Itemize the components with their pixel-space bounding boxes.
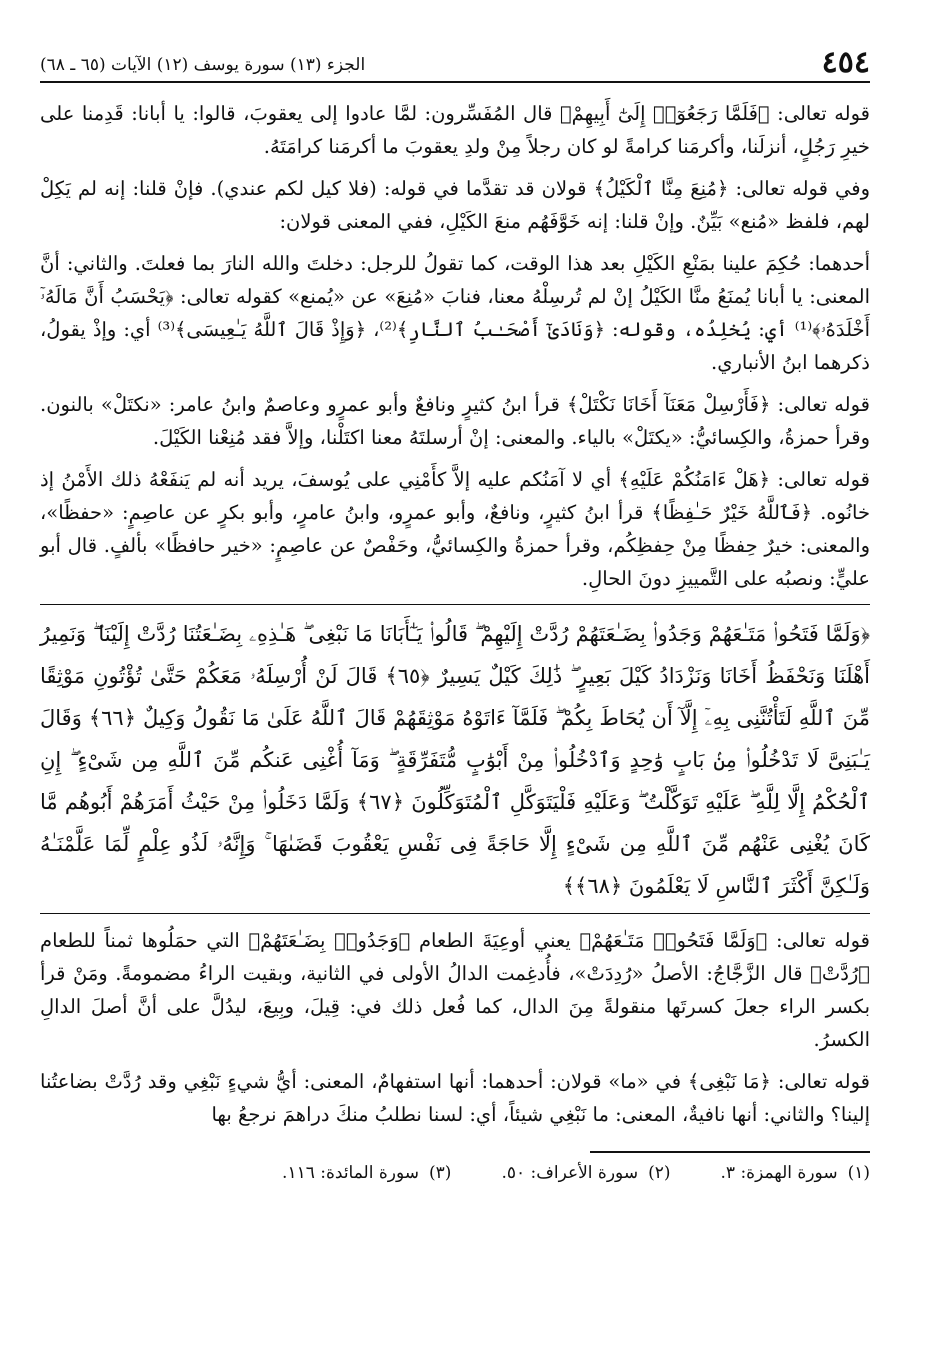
paragraph: قوله تعالى: ﴿مَا نَبْغِى﴾ في «ما» قولان: أحدهما: أنها استفهامٌ، المعنى: أيُّ شيءٍ نَبْغِي وقد رُدَّتْ بضاعتُنا إلينا؟ والثاني: أنها نافيةٌ، المعنى: ما نَبْغِي شيئاً، أي: لسنا نطلبُ منكَ دراهمَ نرجعُ بها xyxy=(40,1070,870,1126)
footnote-item xyxy=(501,1161,670,1185)
footnote-text: سورة الأعراف: ٥٠. xyxy=(501,1163,639,1183)
footnote-item xyxy=(721,1161,871,1185)
running-head: الجزء (١٣) سورة يوسف (١٢) الآيات (٦٥ ـ ٦٨) xyxy=(40,55,366,75)
paragraph: قوله تعالى: ﴿فَأَرْسِلْ مَعَنَآ أَخَانَا نَكْتَلْ﴾ قرأ ابنُ كثيرٍ ونافعٌ وأبو عمرٍو وعاصمٌ وابنُ عامر: «نكتَلْ» بالنون. وقرأ حمزةُ، والكِسائيُّ: «يكتَلْ» بالياء. والمعنى: إنْ أرسلتَهُ معنا اكتَلْنا، وإلاَّ فقد مُنِعْنا الكَيْلَ. xyxy=(40,393,870,449)
footnote-text: سورة المائدة: ١١٦. xyxy=(282,1163,420,1183)
page-number: ٤٥٤ xyxy=(821,45,870,80)
page-body xyxy=(40,97,870,1131)
footnote-number: (٣) xyxy=(429,1163,452,1183)
footnote-number: (١) xyxy=(847,1163,870,1183)
paragraph: قوله تعالى: ﴿وَلَمَّا فَتَحُوا۟ مَتَـٰعَهُمْ﴾ يعني أوعِيَةَ الطعام ﴿وَجَدُوا۟ بِضَـٰعَتَهُمْ﴾ التي حمَلُوها ثمناً للطعام ﴿رُدَّتْ﴾ قال الزَّجَّاجُ: الأصلُ «رُدِدَتْ»، فأُدغِمت الدالُ الأولى في الثانية، وبقيت الراءُ مضمومةً. ومَنْ قرأ بكسر الراء جعلَ كسرتَها منقولةً مِنَ الدال، كما فُعل ذلك في: قِيلَ، وبِيعَ، ليدُلَّ على أنَّ أصلَ الدالِ الكسرُ. xyxy=(40,929,870,1051)
footnotes xyxy=(40,1161,870,1185)
page-header xyxy=(40,38,870,83)
paragraph: أحدهما: حُكِمَ علينا بمَنْعِ الكَيْلِ بعد هذا الوقت، كما تقولُ للرجل: دخلتَ والله النارَ بما فعلتَ. والثاني: أنَّ المعنى: يا أبانا يُمنَعُ منَّا الكَيْلُ إنْ لم تُرسِلْهُ معنا، فنابَ «مُنِعَ» عن «يُمنع» كقوله تعالى: ﴿يَحْسَبُ أَنَّ مَالَهُۥٓ أَخْلَدَهُۥ﴾⁽¹⁾ أي: يُخلِدُه، وقوله: ﴿وَنَادَىٰٓ أَصْحَـٰبُ ٱلنَّارِ﴾⁽²⁾، ﴿وَإِذْ قَالَ ٱللَّهُ يَـٰعِيسَى﴾⁽³⁾ أي: وإذْ يقولُ، ذكرهما ابنُ الأنباري. xyxy=(40,252,871,374)
paragraph: قوله تعالى: ﴿هَلْ ءَامَنُكُمْ عَلَيْهِ﴾ أي لا آمَنُكم عليه إلاَّ كأَمْنِي على يُوسفَ، يريد أنه لم يَنفَعْهُ ذلك الأَمْنُ إذ خانُوه. ﴿فَٱللَّهُ خَيْرٌ حَـٰفِظًا﴾ قرأ ابنُ كثيرٍ، ونافعٌ، وأبو عمرٍو، وابنُ عامرٍ، وأبو بكرٍ عن عاصِمٍ: «حفظًا»، والمعنى: خيرٌ حِفظًا مِنْ حِفظِكُم، وقرأ حمزةُ والكِسائيُّ، وحَفْصٌ عن عاصِمٍ: «خير حافظًا» بألفٍ. قال أبو عليٍّ: ونصبُه على التَّمييزِ دونَ الحالِ. xyxy=(40,468,870,590)
footnote-text: سورة الهمزة: ٣. xyxy=(720,1163,838,1183)
footnote-number: (٢) xyxy=(648,1163,671,1183)
book-page xyxy=(40,38,870,1185)
quran-verses: ﴿وَلَمَّا فَتَحُوا۟ مَتَـٰعَهُمْ وَجَدُوا۟ بِضَـٰعَتَهُمْ رُدَّتْ إِلَيْهِمْ ۖ قَالُوا۟ يَـٰٓأَبَانَا مَا نَبْغِى ۖ هَـٰذِهِۦ بِضَـٰعَتُنَا رُدَّتْ إِلَيْنَا ۖ وَنَمِيرُ أَهْلَنَا وَنَحْفَظُ أَخَانَا وَنَزْدَادُ كَيْلَ بَعِيرٍ ۖ ذَٰلِكَ كَيْلٌ يَسِيرٌ ﴿٦٥﴾ قَالَ لَنْ أُرْسِلَهُۥ مَعَكُمْ حَتَّىٰ تُؤْتُونِ مَوْثِقًا مِّنَ ٱللَّهِ لَتَأْتُنَّنِى بِهِۦٓ إِلَّآ أَن يُحَاطَ بِكُمْ ۖ فَلَمَّآ ءَاتَوْهُ مَوْثِقَهُمْ قَالَ ٱللَّهُ عَلَىٰ مَا نَقُولُ وَكِيلٌ ﴿٦٦﴾ وَقَالَ يَـٰبَنِىَّ لَا تَدْخُلُوا۟ مِنۢ بَابٍ وَٰحِدٍ وَٱدْخُلُوا۟ مِنْ أَبْوَٰبٍ مُّتَفَرِّقَةٍ ۖ وَمَآ أُغْنِى عَنكُم مِّنَ ٱللَّهِ مِن شَىْءٍ ۖ إِنِ ٱلْحُكْمُ إِلَّا لِلَّهِ ۖ عَلَيْهِ تَوَكَّلْتُ ۖ وَعَلَيْهِ فَلْيَتَوَكَّلِ ٱلْمُتَوَكِّلُونَ ﴿٦٧﴾ وَلَمَّا دَخَلُوا۟ مِنْ حَيْثُ أَمَرَهُمْ أَبُوهُم مَّا كَانَ يُغْنِى عَنْهُم مِّنَ ٱللَّهِ مِن شَىْءٍ إِلَّا حَاجَةً فِى نَفْسِ يَعْقُوبَ قَضَىٰهَا ۚ وَإِنَّهُۥ لَذُو عِلْمٍ لِّمَا عَلَّمْنَـٰهُ وَلَـٰكِنَّ أَكْثَرَ ٱلنَّاسِ لَا يَعْلَمُونَ ﴿٦٨﴾﴾ xyxy=(40,622,871,898)
paragraph: قوله تعالى: ﴿فَلَمَّا رَجَعُوٓا۟ إِلَىٰٓ أَبِيهِمْ﴾ قال المُفَسِّرون: لمَّا عادوا إلى يعقوبَ، قالوا: يا أبانا: قَدِمنا على خيرِ رَجُلٍ، أنزلَنا، وأكرمَنا كرامةً لو كان رجلاً مِنْ ولدِ يعقوبَ ما أكرمَنا كرامَتَهُ. xyxy=(40,102,870,158)
footnote-divider xyxy=(590,1151,870,1153)
paragraph: وفي قوله تعالى: ﴿مُنِعَ مِنَّا ٱلْكَيْلُ﴾ قولان قد تقدَّما في قوله: (فلا كيل لكم عندي). فإنْ قلنا: إنه لم يَكِلْ لهم، فلفظ «مُنع» بَيِّنٌ. وإنْ قلنا: إنه خَوَّفَهُم منعَ الكَيْلِ، ففي المعنى قولان: xyxy=(40,177,870,233)
quran-verses-block xyxy=(40,604,870,914)
footnote-item xyxy=(282,1161,451,1185)
